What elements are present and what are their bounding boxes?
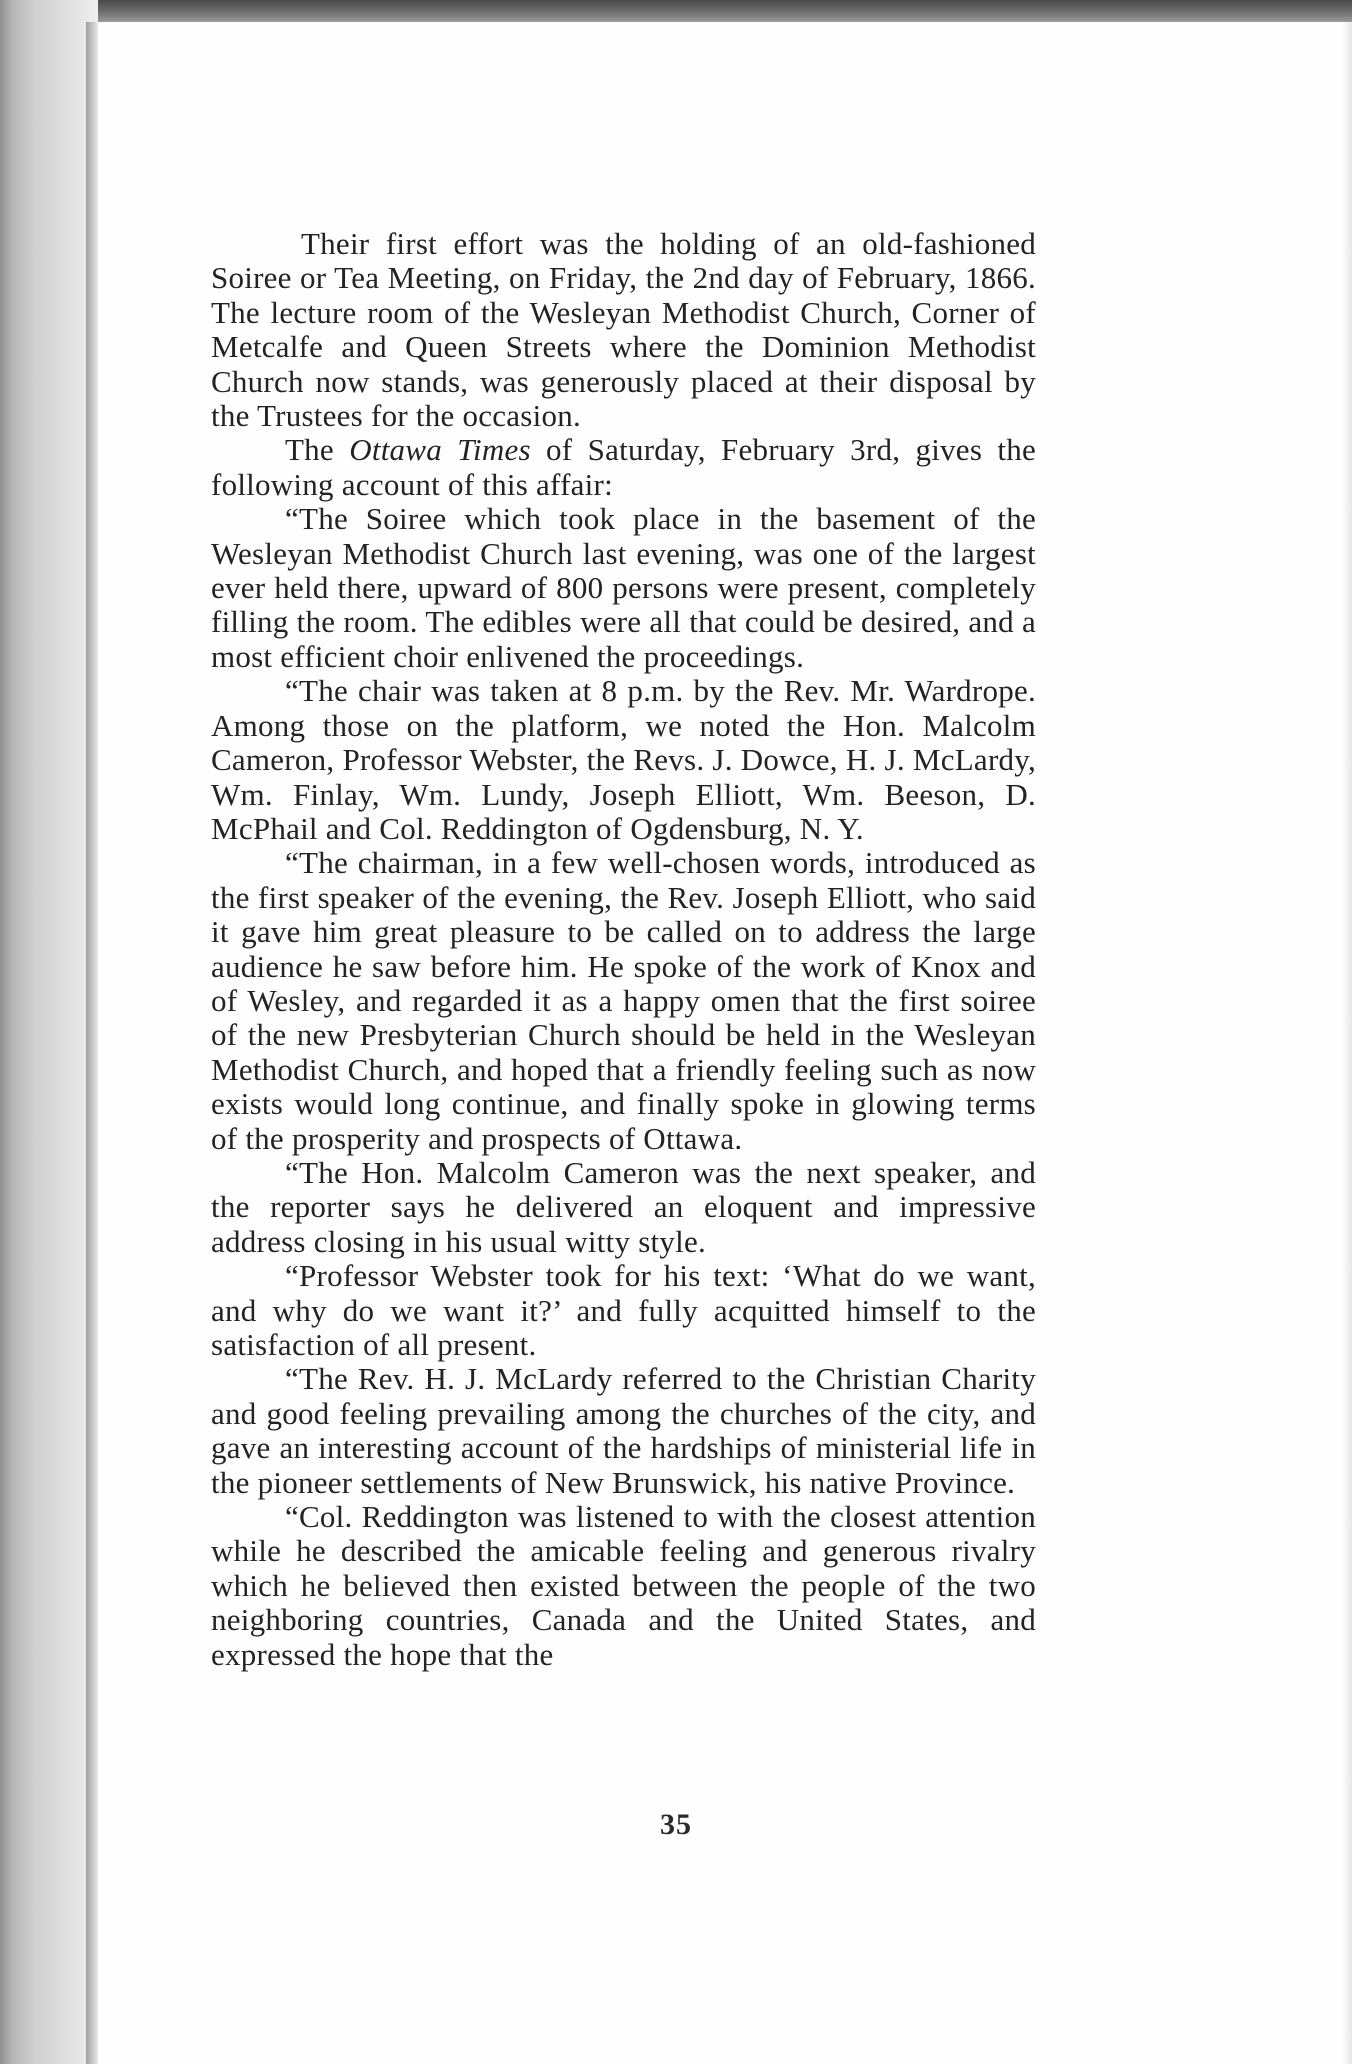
times-lead: The bbox=[285, 432, 350, 468]
scan-binding-strip bbox=[0, 0, 98, 2064]
newspaper-title: Ottawa Times bbox=[349, 432, 531, 468]
paragraph-cameron: “The Hon. Malcolm Cameron was the next speaker, and the reporter says he delivered an eloquent and impressive address closing in his usual witty style. bbox=[211, 1154, 1036, 1259]
paragraph-first-effort: Their first effort was the holding of an old-fashioned Soiree or Tea Meeting, on Friday, the 2nd day of February, 1866. The lecture room of the Wesleyan Methodist Church, Corner of Metcalfe and Queen Streets where the Dominion Methodist Church now stands, was generously placed at their disposal by the Trustees for the occasion. bbox=[211, 226, 1036, 434]
paragraph-chair: “The chair was taken at 8 p.m. by the Rev. Mr. Wardrope. Among those on the platform, we noted the Hon. Malcolm Cameron, Professor Webster, the Revs. J. Dowce, H. J. McLardy, Wm. Finlay, Wm. Lundy, Joseph Elliott, Wm. Beeson, D. McPhail and Col. Reddington of Ogdensburg, N. Y. bbox=[211, 673, 1036, 846]
paragraph-mclardy: “The Rev. H. J. McLardy referred to the Christian Charity and good feeling prevailing among the churches of the city, and gave an interesting account of the hardships of ministerial life in the pioneer settlements of New Brunswick, his native Province. bbox=[211, 1361, 1036, 1500]
paragraph-reddington: “Col. Reddington was listened to with the closest attention while he described the amicable feeling and generous rivalry which he believed then existed between the people of the two neighboring countries, Canada and the United States, and expressed the hope that the bbox=[211, 1499, 1036, 1672]
scan-top-edge bbox=[0, 0, 1352, 22]
paragraph-ottawa-times bbox=[211, 433, 1036, 502]
page-number: 35 bbox=[660, 1808, 692, 1841]
paragraph-webster: “Professor Webster took for his text: ‘What do we want, and why do we want it?’ and fully acquitted himself to the satisfaction of all present. bbox=[211, 1258, 1036, 1362]
body-text bbox=[211, 227, 1036, 1672]
paragraph-soiree-account: “The Soiree which took place in the basement of the Wesleyan Methodist Church last evening, was one of the largest ever held there, upward of 800 persons were present, completely filling the room. The edibles were all that could be desired, and a most efficient choir enlivened the proceedings. bbox=[211, 501, 1036, 674]
scan-right-edge bbox=[1342, 22, 1352, 2064]
paragraph-chairman-speech: “The chairman, in a few well-chosen words, introduced as the first speaker of the evening, the Rev. Joseph Elliott, who said it gave him great pleasure to be called on to address the large audience he saw before him. He spoke of the work of Knox and of Wesley, and regarded it as a happy omen that the first soiree of the new Presbyterian Church should be held in the Wesleyan Methodist Church, and hoped that a friendly feeling such as now exists would long continue, and finally spoke in glowing terms of the prosperity and prospects of Ottawa. bbox=[211, 845, 1036, 1156]
times-rest: of Saturday, February 3rd, gives the following account of this affair: bbox=[211, 432, 1036, 502]
